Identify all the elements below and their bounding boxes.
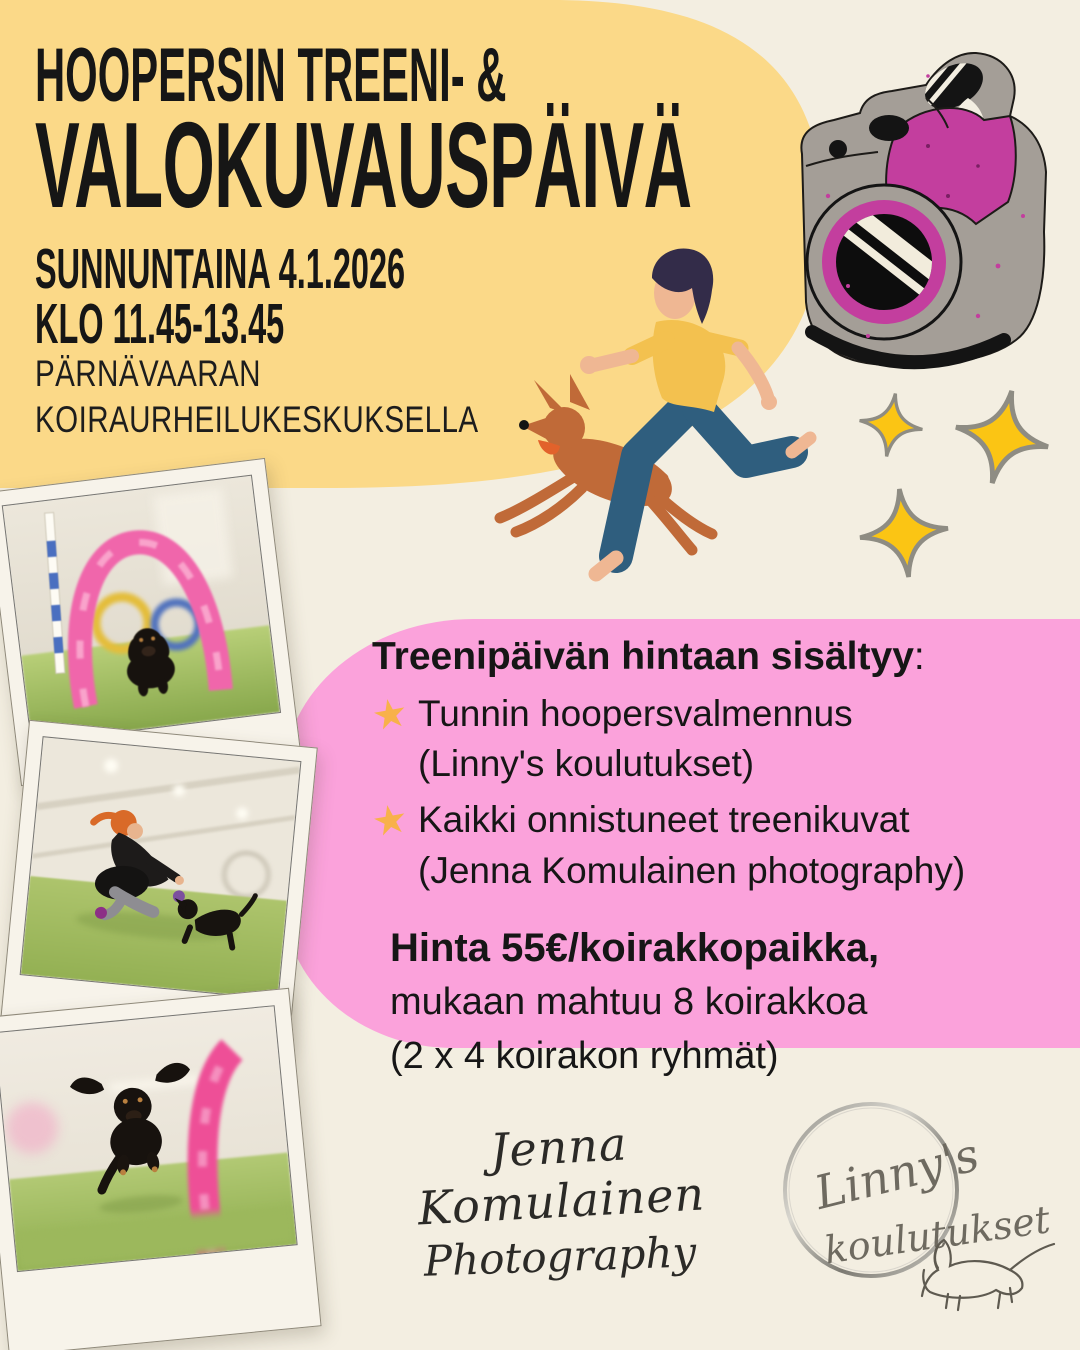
sparkle-icon (941, 378, 1063, 495)
groups-line: (2 x 4 koirakon ryhmät) (390, 1035, 779, 1078)
photographer-name: Jenna Komulainen (416, 1116, 707, 1236)
logo-text-line2: koulutukset (821, 1197, 1053, 1273)
polaroid-photo-3 (0, 988, 322, 1350)
event-location-line1: PÄRNÄVAARAN (35, 353, 261, 394)
price-line: Hinta 55€/koirakkopaikka, (390, 925, 880, 970)
bullet-item (368, 796, 1072, 846)
event-time: KLO 11.45-13.45 (35, 292, 285, 356)
photographer-title: Photography (423, 1227, 697, 1286)
linnys-koulutukset-logo (772, 1088, 1072, 1346)
logo-text-line1: Linny's (809, 1127, 985, 1220)
price-block (372, 924, 1072, 1081)
bullet-item (368, 689, 1072, 740)
bullet-subtext: (Jenna Komulainen photography) (418, 849, 966, 891)
runner-with-dog-icon (468, 232, 858, 604)
poster-title-line1: HOOPERSIN TREENI- & (35, 33, 507, 118)
star-bullet-icon: ★ (368, 796, 412, 846)
photo-dog-through-arch (2, 475, 281, 744)
bullet-subtext: (Linny's koulutukset) (418, 743, 755, 785)
pricing-block (368, 634, 1072, 1081)
pricing-heading: Treenipäivän hintaan sisältyy: (372, 635, 925, 678)
event-date: SUNNUNTAINA 4.1.2026 (35, 237, 406, 301)
photo-trainer-with-dog (20, 736, 302, 1000)
sparkle-icon (853, 482, 954, 583)
event-location-line2: KOIRAURHEILUKESKUKSELLA (35, 399, 479, 440)
photographer-signature (348, 1116, 772, 1286)
capacity-line: mukaan mahtuu 8 koirakkoa (390, 980, 868, 1023)
poster-title-line2: VALOKUVAUSPÄIVÄ (35, 97, 692, 233)
star-bullet-icon: ★ (368, 689, 412, 740)
sparkle-icon (854, 387, 929, 464)
bullet-text: Kaikki onnistuneet treenikuvat (418, 799, 910, 841)
photo-flying-dachshund (0, 1005, 298, 1272)
bullet-text: Tunnin hoopersvalmennus (418, 692, 853, 734)
